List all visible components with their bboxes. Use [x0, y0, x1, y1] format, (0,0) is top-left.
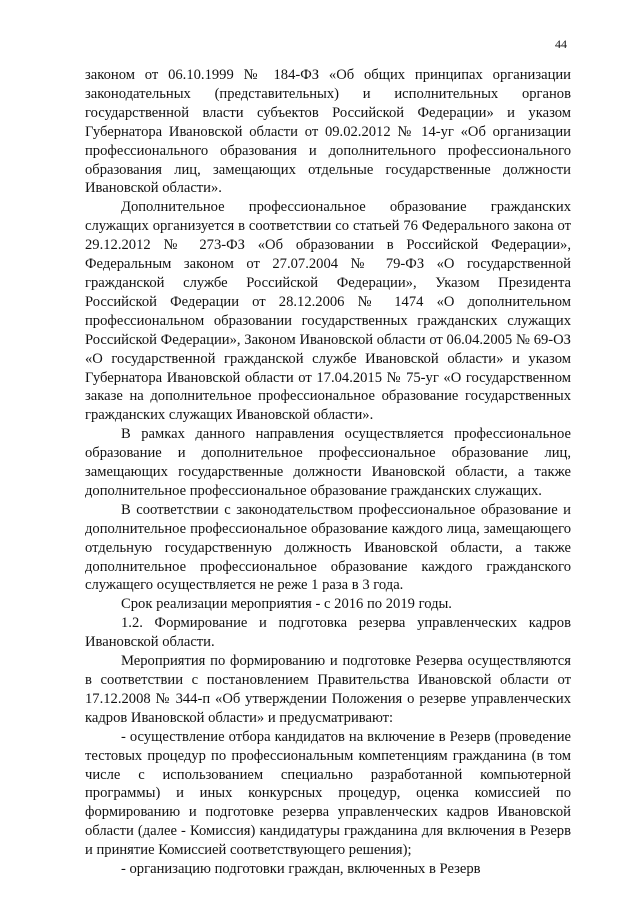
paragraph: В рамках данного направления осуществляется профессиональное образование и дополнительное профессиональное образование лиц, замещающих государственные должности Ивановской области, а также дополнительное профессиональное образование гражданских служащих.	[85, 426, 571, 499]
paragraph: В соответствии с законодательством профессиональное образование и дополнительное профессиональное образование каждого лица, замещающего отдельную государственную должность Ивановской области, а также дополнительное профессиональное образование каждого гражданского служащего осуществляется не реже 1 раза в 3 года.	[85, 501, 571, 594]
paragraph: - осуществление отбора кандидатов на включение в Резерв (проведение тестовых процедур по профессиональным компетенциям гражданина (в том числе с использованием специально разработанной компьютерной программы) и иных конкурсных процедур, оценка комиссией по формированию и подготовке резерва управленческих кадров Ивановской области (далее - Комиссия) кандидатуры гражданина для включения в Резерв и принятие Комиссией соответствующего решения);	[85, 728, 571, 859]
paragraph: Срок реализации мероприятия - с 2016 по 2019 годы.	[121, 596, 452, 613]
paragraph: - организацию подготовки граждан, включенных в Резерв	[121, 861, 481, 878]
paragraph: Дополнительное профессиональное образование гражданских служащих организуется в соответствии со статьей 76 Федерального закона от 29.12.2012 № 273-ФЗ «Об образовании в Российской Федерации», Федеральным законом от 27.07.2004 № 79-ФЗ «О государственной гражданской службе Российской Федерации», Указом Президента Российской Федерации от 28.12.2006 № 1474 «О дополнительном профессиональном образовании государственных гражданских служащих Российской Федерации», Законом Ивановской области от 06.04.2005 № 69-ОЗ «О государственной гражданской службе Ивановской области» и указом Губернатора Ивановской области от 17.04.2015 № 75-уг «О государственном заказе на дополнительное профессиональное образование государственных гражданских служащих Ивановской области».	[85, 199, 571, 424]
paragraph: 1.2. Формирование и подготовка резерва управленческих кадров Ивановской области.	[85, 615, 571, 651]
paragraph: Мероприятия по формированию и подготовке Резерва осуществляются в соответствии с постановлением Правительства Ивановской области от 17.12.2008 № 344-п «Об утверждении Положения о резерве управленческих кадров Ивановской области» и предусматривают:	[85, 653, 571, 726]
page-number: 44	[555, 37, 567, 51]
paragraph: законом от 06.10.1999 № 184-ФЗ «Об общих принципах организации законодательных (представительных) и исполнительных органов государственной власти субъектов Российской Федерации» и указом Губернатора Ивановской области от 09.02.2012 № 14-уг «Об организации профессионального образования и дополнительного профессионального образования лиц, замещающих отдельные государственные должности Ивановской области».	[85, 67, 571, 197]
body-text	[85, 66, 571, 879]
